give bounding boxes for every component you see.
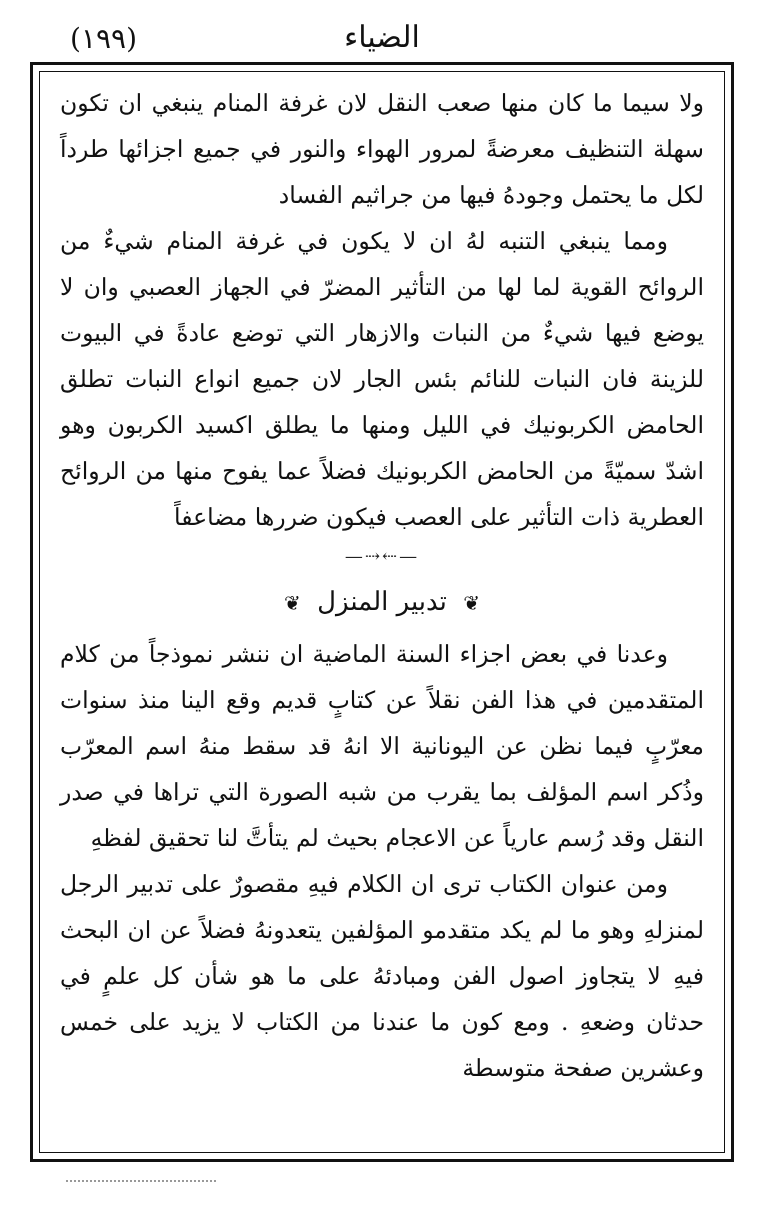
page-number: (١٩٩) [70, 22, 137, 55]
paragraph-2: ومما ينبغي التنبه لهُ ان لا يكون في غرفة المنام شيءٌ من الروائح القوية لما لها من التأثير المضرّ في الجهاز العصبي وان لا يوضع فيها شيءٌ من النبات والازهار التي توضع عادةً في البيوت للزينة فان النبات للنائم بئس الجار لان جميع انواع النبات تطلق الحامض الكربونيك في الليل ومنها ما يطلق اكسيد الكربون وهو اشدّ سميّةً من الحامض الكربونيك فضلاً عما يفوح منها من الروائح العطرية ذات التأثير على العصب فيكون ضررها مضاعفاً [60, 227, 704, 531]
section-heading [60, 574, 704, 631]
page-frame-inner [39, 71, 725, 1153]
page-frame [30, 62, 734, 1162]
footer-mark [66, 1180, 216, 1188]
page-header [30, 18, 734, 62]
article-body [60, 80, 704, 1144]
section-title: تدبير المنزل [317, 587, 447, 617]
paragraph-1: ولا سيما ما كان منها صعب النقل لان غرفة المنام ينبغي ان تكون سهلة التنظيف معرضةً لمرور الهواء والنور في جميع اجزائها طرداً لكل ما يحتمل وجودهُ فيها من جراثيم الفساد [60, 89, 704, 209]
ornament-right-icon: ❦ [463, 591, 480, 615]
paragraph-3: وعدنا في بعض اجزاء السنة الماضية ان ننشر نموذجاً من كلام المتقدمين في هذا الفن نقلاً عن كتابٍ قديم وقع الينا منذ سنوات معرّبٍ فيما نظن عن اليونانية الا انهُ قد سقط منهُ اسم المعرّب وذُكر اسم المؤلف بما يقرب من شبه الصورة التي تراها في صدر النقل وقد رُسم عارياً عن الاعجام بحيث لم يتأتَّ لنا تحقيق لفظهِ [60, 640, 704, 852]
ornament-left-icon: ❦ [284, 591, 301, 615]
paragraph-4: ومن عنوان الكتاب ترى ان الكلام فيهِ مقصورٌ على تدبير الرجل لمنزلهِ وهو ما لم يكد متقدمو المؤلفين يتعدونهُ فضلاً عن ان البحث فيهِ لا يتجاوز اصول الفن ومبادئهُ على ما هو شأن كل علمٍ في حدثان وضعهِ . ومع كون ما عندنا من الكتاب لا يزيد على خمس وعشرين صفحة متوسطة [60, 870, 704, 1082]
journal-title: الضياء [344, 20, 420, 55]
divider-ornament: —⇢⇠— [344, 546, 420, 567]
